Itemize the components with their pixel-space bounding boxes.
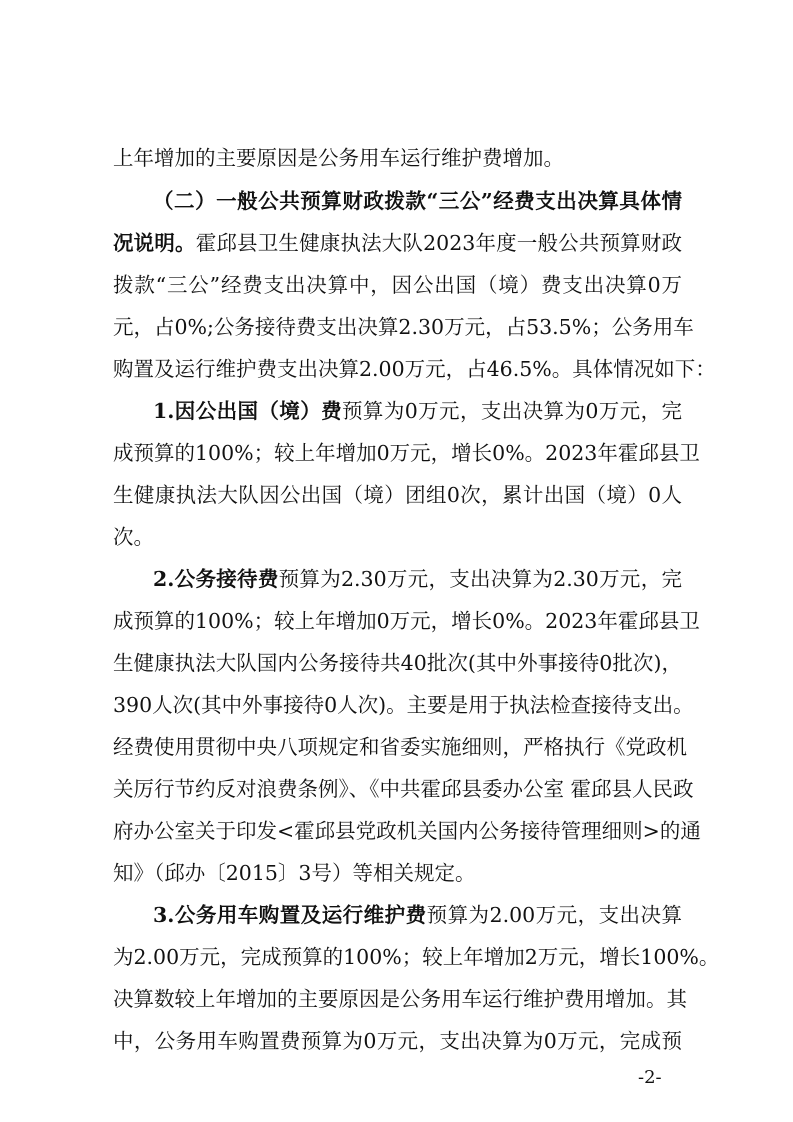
page-number: -2-	[638, 1067, 662, 1088]
item-1-line-4: 次。	[113, 525, 154, 549]
paragraph-line-3	[113, 225, 682, 261]
item-2-line-5: 经费使用贯彻中央八项规定和省委实施细则，严格执行《党政机	[113, 735, 687, 759]
item-3-title: 3.公务用车购置及运行维护费	[153, 903, 427, 927]
text-run: 预算为2.30万元，支出决算为2.30万元，完	[278, 567, 682, 591]
item-2-line-2: 成预算的100%；较上年增加0万元，增长0%。2023年霍邱县卫	[113, 609, 700, 633]
item-2-line-6: 关厉行节约反对浪费条例》、《中共霍邱县委办公室 霍邱县人民政	[113, 777, 694, 801]
paragraph-line-1: 上年增加的主要原因是公务用车运行维护费增加。	[113, 146, 564, 170]
item-2-line-7: 府办公室关于印发<霍邱县党政机关国内公务接待管理细则>的通	[113, 819, 701, 843]
item-1-line-1	[153, 393, 682, 429]
heading-tail: 况说明。	[113, 231, 196, 255]
item-1-line-2: 成预算的100%；较上年增加0万元，增长0%。2023年霍邱县卫	[113, 441, 700, 465]
item-2-line-3: 生健康执法大队国内公务接待共40批次(其中外事接待0批次)，	[113, 651, 682, 675]
paragraph-line-6: 购置及运行维护费支出决算2.00万元，占46.5%。具体情况如下：	[113, 357, 716, 381]
item-3-line-2: 为2.00万元，完成预算的100%；较上年增加2万元，增长100%。	[113, 945, 720, 969]
item-2-line-8: 知》（邱办〔2015〕3号）等相关规定。	[113, 861, 476, 885]
item-1-title: 1.因公出国（境）费	[153, 399, 343, 423]
paragraph-line-4: 拨款“三公”经费支出决算中，因公出国（境）费支出决算0万	[113, 273, 682, 297]
item-3-line-4: 中，公务用车购置费预算为0万元，支出决算为0万元，完成预	[113, 1029, 682, 1053]
item-2-line-1	[153, 561, 682, 597]
item-1-line-3: 生健康执法大队因公出国（境）团组0次，累计出国（境）0人	[113, 483, 682, 507]
item-3-line-3: 决算数较上年增加的主要原因是公务用车运行维护费用增加。其	[113, 987, 687, 1011]
item-3-line-1	[153, 897, 682, 933]
item-2-line-4: 390人次(其中外事接待0人次)。主要是用于执法检查接待支出。	[113, 693, 694, 717]
paragraph-line-5: 元，占0%;公务接待费支出决算2.30万元，占53.5%；公务用车	[113, 315, 694, 339]
text-run: 预算为0万元，支出决算为0万元，完	[342, 399, 683, 423]
text-run: 霍邱县卫生健康执法大队2023年度一般公共预算财政	[195, 231, 683, 255]
section-heading-line: （二）一般公共预算财政拨款“三公”经费支出决算具体情	[153, 189, 682, 213]
item-2-title: 2.公务接待费	[153, 567, 279, 591]
text-run: 预算为2.00万元，支出决算	[426, 903, 682, 927]
